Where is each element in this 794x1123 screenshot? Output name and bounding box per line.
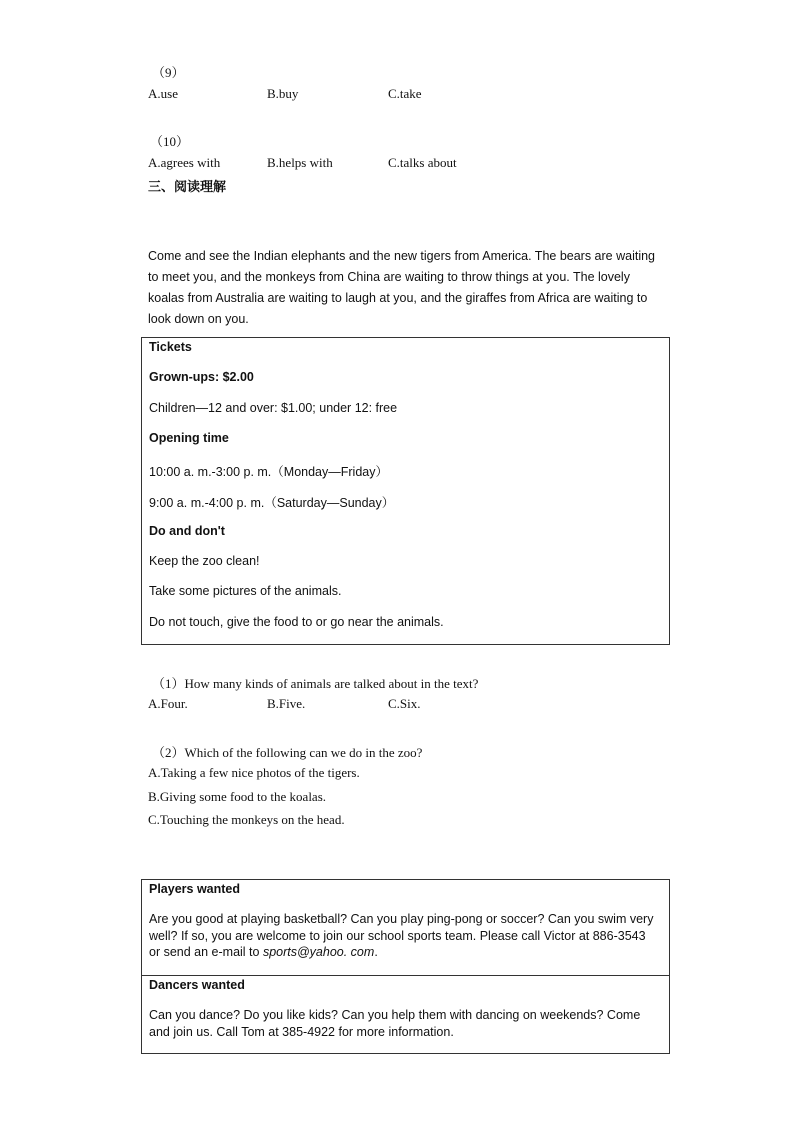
players-line-3 — [149, 944, 661, 961]
children-price: Children—12 and over: $1.00; under 12: free — [149, 401, 398, 415]
question-2-option-c[interactable]: C.Touching the monkeys on the head. — [148, 812, 345, 827]
dancers-body — [149, 1007, 661, 1040]
opening-title: Opening time — [149, 431, 229, 445]
question-2-stem: Which of the following can we do in the zoo? — [184, 745, 423, 760]
passage-line: Come and see the Indian elephants and the new tigers from America. The bears are waiting — [148, 249, 656, 263]
passage-a — [148, 246, 678, 330]
passage-line: to meet you, and the monkeys from China are waiting to throw things at you. The lovely — [148, 270, 630, 284]
question-9-option-c[interactable]: C.take — [388, 86, 422, 101]
dancers-title: Dancers wanted — [149, 978, 245, 992]
question-1-stem: How many kinds of animals are talked about in the text? — [184, 676, 479, 691]
passage-line: koalas from Australia are waiting to laugh at you, and the giraffes from Africa are waiting to — [148, 291, 648, 305]
question-10-option-a[interactable]: A.agrees with — [148, 155, 221, 170]
question-1-option-a[interactable]: A.Four. — [148, 696, 188, 711]
question-9-number: （9） — [152, 65, 185, 80]
question-10-option-b[interactable]: B.helps with — [267, 155, 333, 170]
question-9-option-b[interactable]: B.buy — [267, 86, 299, 101]
ads-table — [141, 879, 670, 1054]
weekday-hours: 10:00 a. m.-3:00 p. m.（Monday—Friday） — [149, 465, 388, 479]
question-1-number: （1） — [152, 676, 185, 691]
question-1 — [152, 673, 478, 692]
grownups-price: Grown-ups: $2.00 — [149, 370, 254, 384]
tickets-title: Tickets — [149, 340, 192, 354]
question-2-option-a[interactable]: A.Taking a few nice photos of the tigers. — [148, 765, 360, 780]
rule-2: Take some pictures of the animals. — [149, 584, 342, 598]
dancers-line-1: Can you dance? Do you like kids? Can you help them with dancing on weekends? Come — [149, 1008, 641, 1022]
players-line-3-suffix: . — [374, 945, 378, 959]
question-9-option-a[interactable]: A.use — [148, 86, 178, 101]
players-title: Players wanted — [149, 882, 241, 896]
dancers-line-2: and join us. Call Tom at 385-4922 for more information. — [149, 1024, 454, 1039]
players-email: sports@yahoo. com — [262, 945, 375, 959]
players-line-3-prefix: or send an e-mail to — [149, 945, 263, 959]
rule-1: Keep the zoo clean! — [149, 554, 260, 568]
question-1-option-b[interactable]: B.Five. — [267, 696, 306, 711]
question-10-number: （10） — [150, 134, 190, 149]
section-heading: 三、阅读理解 — [148, 180, 227, 195]
question-1-option-c[interactable]: C.Six. — [388, 696, 421, 711]
question-10-option-c[interactable]: C.talks about — [388, 155, 457, 170]
weekend-hours: 9:00 a. m.-4:00 p. m.（Saturday—Sunday） — [149, 496, 395, 510]
zoo-notice-box — [141, 337, 670, 645]
rule-3: Do not touch, give the food to or go near the animals. — [149, 615, 444, 629]
question-2 — [152, 742, 422, 761]
table-row-divider — [142, 975, 669, 976]
players-line-2: well? If so, you are welcome to join our school sports team. Please call Victor at 886-3543 — [149, 928, 646, 943]
question-2-number: （2） — [152, 745, 185, 760]
question-2-option-b[interactable]: B.Giving some food to the koalas. — [148, 789, 327, 804]
passage-line: look down on you. — [148, 312, 249, 326]
players-line-1: Are you good at playing basketball? Can you play ping-pong or soccer? Can you swim very — [149, 912, 654, 926]
rules-title: Do and don't — [149, 524, 225, 538]
players-body — [149, 911, 661, 961]
